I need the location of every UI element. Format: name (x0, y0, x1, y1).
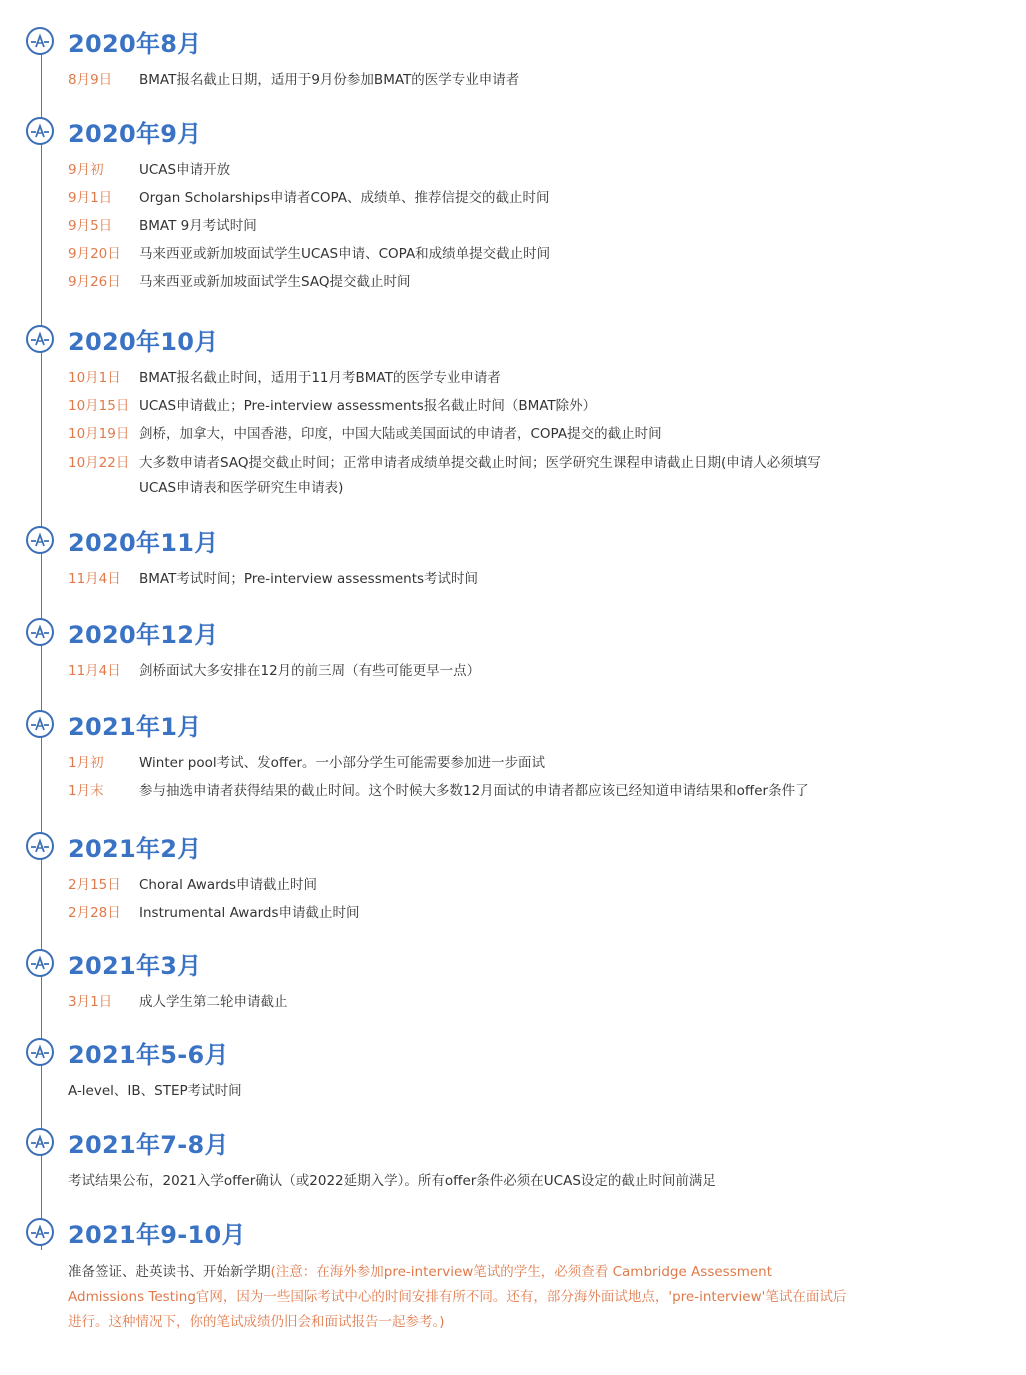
a-logo-icon (26, 949, 54, 977)
list-item (68, 69, 848, 91)
item-text: 准备签证、赴英读书、开始新学期 (68, 1264, 271, 1280)
item-text: BMAT报名截止日期，适用于9月份参加BMAT的医学专业申请者 (139, 72, 520, 88)
list-item (68, 1080, 848, 1102)
list-item (68, 780, 848, 802)
item-date: 9月26日 (68, 274, 121, 290)
list-item (68, 215, 848, 237)
item-date: 9月20日 (68, 246, 121, 262)
item-date: 9月初 (68, 162, 104, 178)
list-item (68, 660, 848, 682)
section-header (26, 116, 202, 146)
item-text: 马来西亚或新加坡面试学生SAQ提交截止时间 (139, 274, 411, 290)
list-item (68, 395, 848, 417)
item-date: 10月1日 (68, 370, 121, 386)
item-text: 马来西亚或新加坡面试学生UCAS申请、COPA和成绩单提交截止时间 (139, 246, 551, 262)
note-text: (注意：在海外参加pre-interview笔试的学生，必须查看 Cambridge Assessment Admissions Testing官网，因为一些国际考试中心的时间安排有所不同。还有，部分海外面试地点，'pre-interview'笔试在面试后进行。这种情况下，你的笔试成绩仍旧会和面试报告一起参考。) (68, 1264, 847, 1330)
list-item (68, 423, 848, 445)
a-logo-icon (26, 618, 54, 646)
item-text: 考试结果公布，2021入学offer确认（或2022延期入学）。所有offer条件必须在UCAS设定的截止时间前满足 (68, 1173, 716, 1189)
item-text: 剑桥面试大多安排在12月的前三周（有些可能更早一点） (139, 663, 481, 679)
a-logo-icon (26, 117, 54, 145)
a-logo-icon (26, 832, 54, 860)
a-logo-icon (26, 1218, 54, 1246)
section-header (26, 1127, 229, 1157)
a-logo-icon (26, 710, 54, 738)
section-title: 2021年9-10月 (68, 1220, 246, 1249)
section-title: 2020年11月 (68, 528, 219, 557)
section-title: 2020年10月 (68, 327, 219, 356)
list-item (68, 874, 848, 896)
section-header (26, 948, 202, 978)
section-title: 2020年9月 (68, 119, 202, 148)
item-date: 8月9日 (68, 72, 113, 88)
item-text: 大多数申请者SAQ提交截止时间；正常申请者成绩单提交截止时间；医学研究生课程申请截止日期(申请人必须填写UCAS申请表和医学研究生申请表) (139, 455, 821, 496)
item-date: 1月初 (68, 755, 104, 771)
item-date: 9月5日 (68, 218, 113, 234)
section-header (26, 324, 219, 354)
item-date: 10月19日 (68, 426, 130, 442)
a-logo-icon (26, 1038, 54, 1066)
item-date: 9月1日 (68, 190, 113, 206)
list-item (68, 991, 848, 1013)
item-date: 10月22日 (68, 455, 130, 471)
section-header (26, 525, 219, 555)
item-text: UCAS申请开放 (139, 162, 231, 178)
item-text: Instrumental Awards申请截止时间 (139, 905, 360, 921)
section-title: 2021年2月 (68, 834, 202, 863)
section-header (26, 709, 202, 739)
item-text: BMAT 9月考试时间 (139, 218, 257, 234)
list-item (68, 902, 848, 924)
item-date: 2月28日 (68, 905, 121, 921)
section-header (26, 26, 202, 56)
section-header (26, 1217, 246, 1247)
section-title: 2020年8月 (68, 29, 202, 58)
a-logo-icon (26, 27, 54, 55)
list-item (68, 367, 848, 389)
list-item (68, 1260, 848, 1335)
list-item (68, 752, 848, 774)
section-title: 2021年3月 (68, 951, 202, 980)
item-text: 成人学生第二轮申请截止 (139, 994, 288, 1010)
item-text: Winter pool考试、发offer。一小部分学生可能需要参加进一步面试 (139, 755, 546, 771)
list-item (68, 568, 848, 590)
item-date: 11月4日 (68, 571, 121, 587)
item-date: 2月15日 (68, 877, 121, 893)
a-logo-icon (26, 526, 54, 554)
section-title: 2021年1月 (68, 712, 202, 741)
item-text: BMAT报名截止时间，适用于11月考BMAT的医学专业申请者 (139, 370, 501, 386)
section-title: 2021年5-6月 (68, 1040, 229, 1069)
item-text: BMAT考试时间；Pre-interview assessments考试时间 (139, 571, 479, 587)
list-item (68, 451, 848, 501)
item-text: Choral Awards申请截止时间 (139, 877, 318, 893)
item-text: A-level、IB、STEP考试时间 (68, 1083, 242, 1099)
item-date: 1月末 (68, 783, 104, 799)
item-date: 10月15日 (68, 398, 130, 414)
list-item (68, 271, 848, 293)
item-text: Organ Scholarships申请者COPA、成绩单、推荐信提交的截止时间 (139, 190, 550, 206)
a-logo-icon (26, 1128, 54, 1156)
section-header (26, 1037, 229, 1067)
list-item (68, 1170, 848, 1192)
item-date: 11月4日 (68, 663, 121, 679)
item-text: 参与抽选申请者获得结果的截止时间。这个时候大多数12月面试的申请者都应该已经知道申请结果和offer条件了 (139, 783, 809, 799)
section-header (26, 617, 219, 647)
list-item (68, 187, 848, 209)
section-header (26, 831, 202, 861)
item-date: 3月1日 (68, 994, 113, 1010)
list-item (68, 243, 848, 265)
section-title: 2021年7-8月 (68, 1130, 229, 1159)
a-logo-icon (26, 325, 54, 353)
section-title: 2020年12月 (68, 620, 219, 649)
item-text: UCAS申请截止；Pre-interview assessments报名截止时间（BMAT除外） (139, 398, 597, 414)
list-item (68, 159, 848, 181)
item-text: 剑桥，加拿大，中国香港，印度，中国大陆或美国面试的申请者，COPA提交的截止时间 (139, 426, 662, 442)
